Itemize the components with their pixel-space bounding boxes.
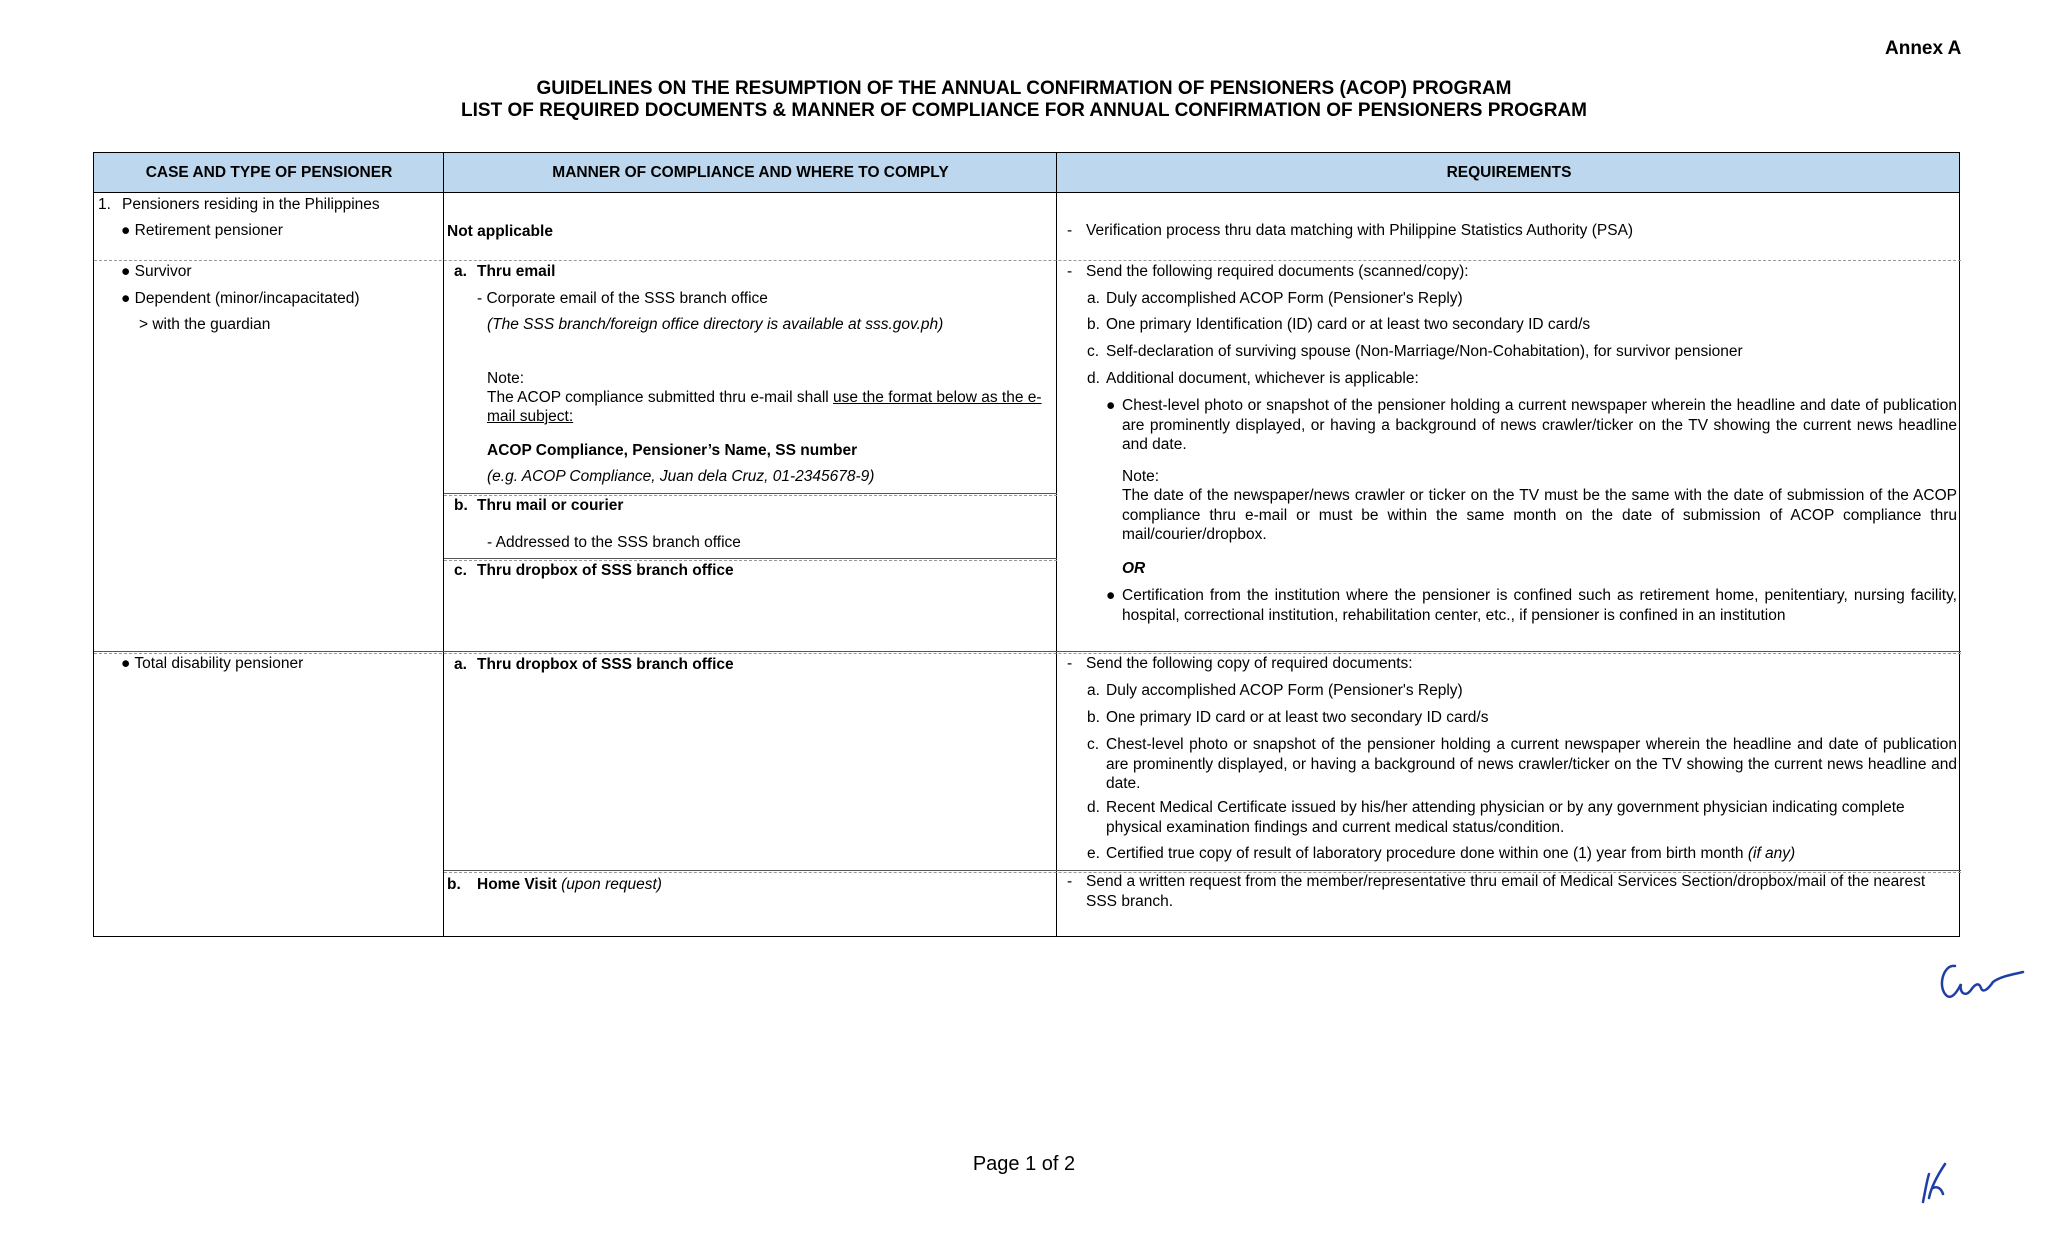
dis-req-intro: Send the following copy of required documents: bbox=[1086, 655, 1413, 672]
manner-b-letter: b. bbox=[454, 497, 468, 514]
subject-example: (e.g. ACOP Compliance, Juan dela Cruz, 01-2345678-9) bbox=[487, 468, 875, 485]
dis-req-d-letter: d. bbox=[1087, 799, 1100, 816]
header-manner: MANNER OF COMPLIANCE AND WHERE TO COMPLY bbox=[552, 164, 949, 181]
req-dash: - bbox=[1067, 873, 1073, 890]
req-dash: - bbox=[1067, 655, 1073, 672]
section-title: Pensioners residing in the Philippines bbox=[122, 196, 380, 213]
req-b-letter: b. bbox=[1087, 316, 1100, 333]
dis-req-c: Chest-level photo or snapshot of the pensioner holding a current newspaper wherein the headline and date of publication are prominently displayed, or having a background of news crawler/ticker on the TV showing the current news headline and date. bbox=[1106, 736, 1957, 792]
signature-mark-icon bbox=[1915, 1158, 1955, 1206]
dis-manner-b-letter: b. bbox=[447, 876, 461, 893]
case-retirement: ● Retirement pensioner bbox=[121, 222, 283, 239]
page-number: Page 1 of 2 bbox=[972, 1153, 1076, 1175]
dis-req-d: Recent Medical Certificate issued by his/her attending physician or by any government physician indicating complete physical examination findings and current medical status/condition. bbox=[1106, 799, 1905, 836]
manner-c-title: Thru dropbox of SSS branch office bbox=[477, 562, 734, 579]
bullet: ● bbox=[1106, 587, 1116, 604]
manner-b-line1: - Addressed to the SSS branch office bbox=[487, 534, 741, 551]
note-label: Note: bbox=[487, 370, 525, 387]
req-intro: Send the following required documents (scanned/copy): bbox=[1086, 263, 1469, 280]
dis-req-a: Duly accomplished ACOP Form (Pensioner's Reply) bbox=[1106, 682, 1463, 699]
annex-label: Annex A bbox=[1885, 38, 1962, 59]
column-divider bbox=[1056, 153, 1057, 936]
signature-initials-icon bbox=[1935, 958, 2025, 1008]
req-retirement: Verification process thru data matching with Philippine Statistics Authority (PSA) bbox=[1086, 222, 1634, 239]
header-case: CASE AND TYPE OF PENSIONER bbox=[145, 164, 393, 181]
dis-req-e-letter: e. bbox=[1087, 845, 1100, 862]
header-requirements: REQUIREMENTS bbox=[1446, 164, 1572, 181]
req-d-letter: d. bbox=[1087, 370, 1100, 387]
dis-req-home-visit: Send a written request from the member/representative thru email of Medical Services Section/dropbox/mail of the nearest SSS branch. bbox=[1086, 873, 1926, 910]
row-divider bbox=[444, 870, 1961, 871]
dis-manner-b-title: Home Visit (upon request) bbox=[477, 876, 662, 893]
dis-req-b: One primary ID card or at least two secondary ID card/s bbox=[1106, 709, 1489, 726]
requirements-table bbox=[93, 152, 1960, 937]
case-dependent: ● Dependent (minor/incapacitated) bbox=[121, 290, 360, 307]
manner-not-applicable: Not applicable bbox=[447, 223, 553, 240]
req-note-text: The date of the newspaper/news crawler or ticker on the TV must be the same with the date of submission of the ACOP compliance thru e-mail or must be within the same month on the date of submission of ACOP compliance thru mail/courier/dropbox. bbox=[1122, 487, 1957, 543]
row-divider bbox=[94, 260, 1961, 261]
document-subtitle: LIST OF REQUIRED DOCUMENTS & MANNER OF COMPLIANCE FOR ANNUAL CONFIRMATION OF PENSIONERS PROGRAM bbox=[461, 100, 1587, 121]
req-b: One primary Identification (ID) card or at least two secondary ID card/s bbox=[1106, 316, 1591, 333]
manner-b-title: Thru mail or courier bbox=[477, 497, 624, 514]
row-divider bbox=[94, 651, 1961, 652]
req-dash: - bbox=[1067, 263, 1073, 280]
req-c-letter: c. bbox=[1087, 343, 1100, 360]
req-c: Self-declaration of surviving spouse (Non-Marriage/Non-Cohabitation), for survivor pensioner bbox=[1106, 343, 1743, 360]
note-text: The ACOP compliance submitted thru e-mail shall use the format below as the e- bbox=[487, 389, 1042, 406]
dis-manner-a-title: Thru dropbox of SSS branch office bbox=[477, 656, 734, 673]
req-dash: - bbox=[1067, 222, 1073, 239]
bullet: ● bbox=[1106, 397, 1116, 414]
req-a-letter: a. bbox=[1087, 290, 1100, 307]
manner-a-title: Thru email bbox=[477, 263, 556, 280]
dis-req-b-letter: b. bbox=[1087, 709, 1100, 726]
req-d: Additional document, whichever is applicable: bbox=[1106, 370, 1419, 387]
manner-a-letter: a. bbox=[454, 263, 467, 280]
case-disability: ● Total disability pensioner bbox=[121, 655, 304, 672]
case-survivor: ● Survivor bbox=[121, 263, 192, 280]
note-text-2: mail subject: bbox=[487, 408, 574, 425]
sub-row-divider bbox=[444, 493, 1057, 494]
req-a: Duly accomplished ACOP Form (Pensioner's Reply) bbox=[1106, 290, 1463, 307]
req-or: OR bbox=[1122, 560, 1146, 577]
dis-req-a-letter: a. bbox=[1087, 682, 1100, 699]
dis-manner-a-letter: a. bbox=[454, 656, 467, 673]
req-d-bullet2: Certification from the institution where the pensioner is confined such as retirement home, penitentiary, nursing facility, hospital, correctional institution, rehabilitation center, etc., if pensioner is confined in an institution bbox=[1122, 587, 1957, 624]
document-title: GUIDELINES ON THE RESUMPTION OF THE ANNUAL CONFIRMATION OF PENSIONERS (ACOP) PROGRAM bbox=[536, 78, 1512, 99]
dis-req-c-letter: c. bbox=[1087, 736, 1100, 753]
req-d-bullet1: Chest-level photo or snapshot of the pensioner holding a current newspaper wherein the headline and date of publication are prominently displayed, or having a background of news crawler/ticker on the TV showing the current news headline and date. bbox=[1122, 397, 1957, 453]
manner-a-line2: (The SSS branch/foreign office directory is available at sss.gov.ph) bbox=[487, 316, 944, 333]
section-number: 1. bbox=[98, 196, 111, 213]
sub-row-divider bbox=[444, 558, 1057, 559]
manner-c-letter: c. bbox=[454, 562, 467, 579]
row-divider bbox=[94, 653, 1961, 654]
manner-a-line1: - Corporate email of the SSS branch office bbox=[477, 290, 768, 307]
req-note-label: Note: bbox=[1122, 468, 1160, 485]
case-guardian: > with the guardian bbox=[139, 316, 271, 333]
subject-format: ACOP Compliance, Pensioner’s Name, SS number bbox=[487, 442, 858, 459]
column-divider bbox=[443, 153, 444, 936]
dis-req-e: Certified true copy of result of laboratory procedure done within one (1) year from birth month (if any) bbox=[1106, 845, 1796, 862]
